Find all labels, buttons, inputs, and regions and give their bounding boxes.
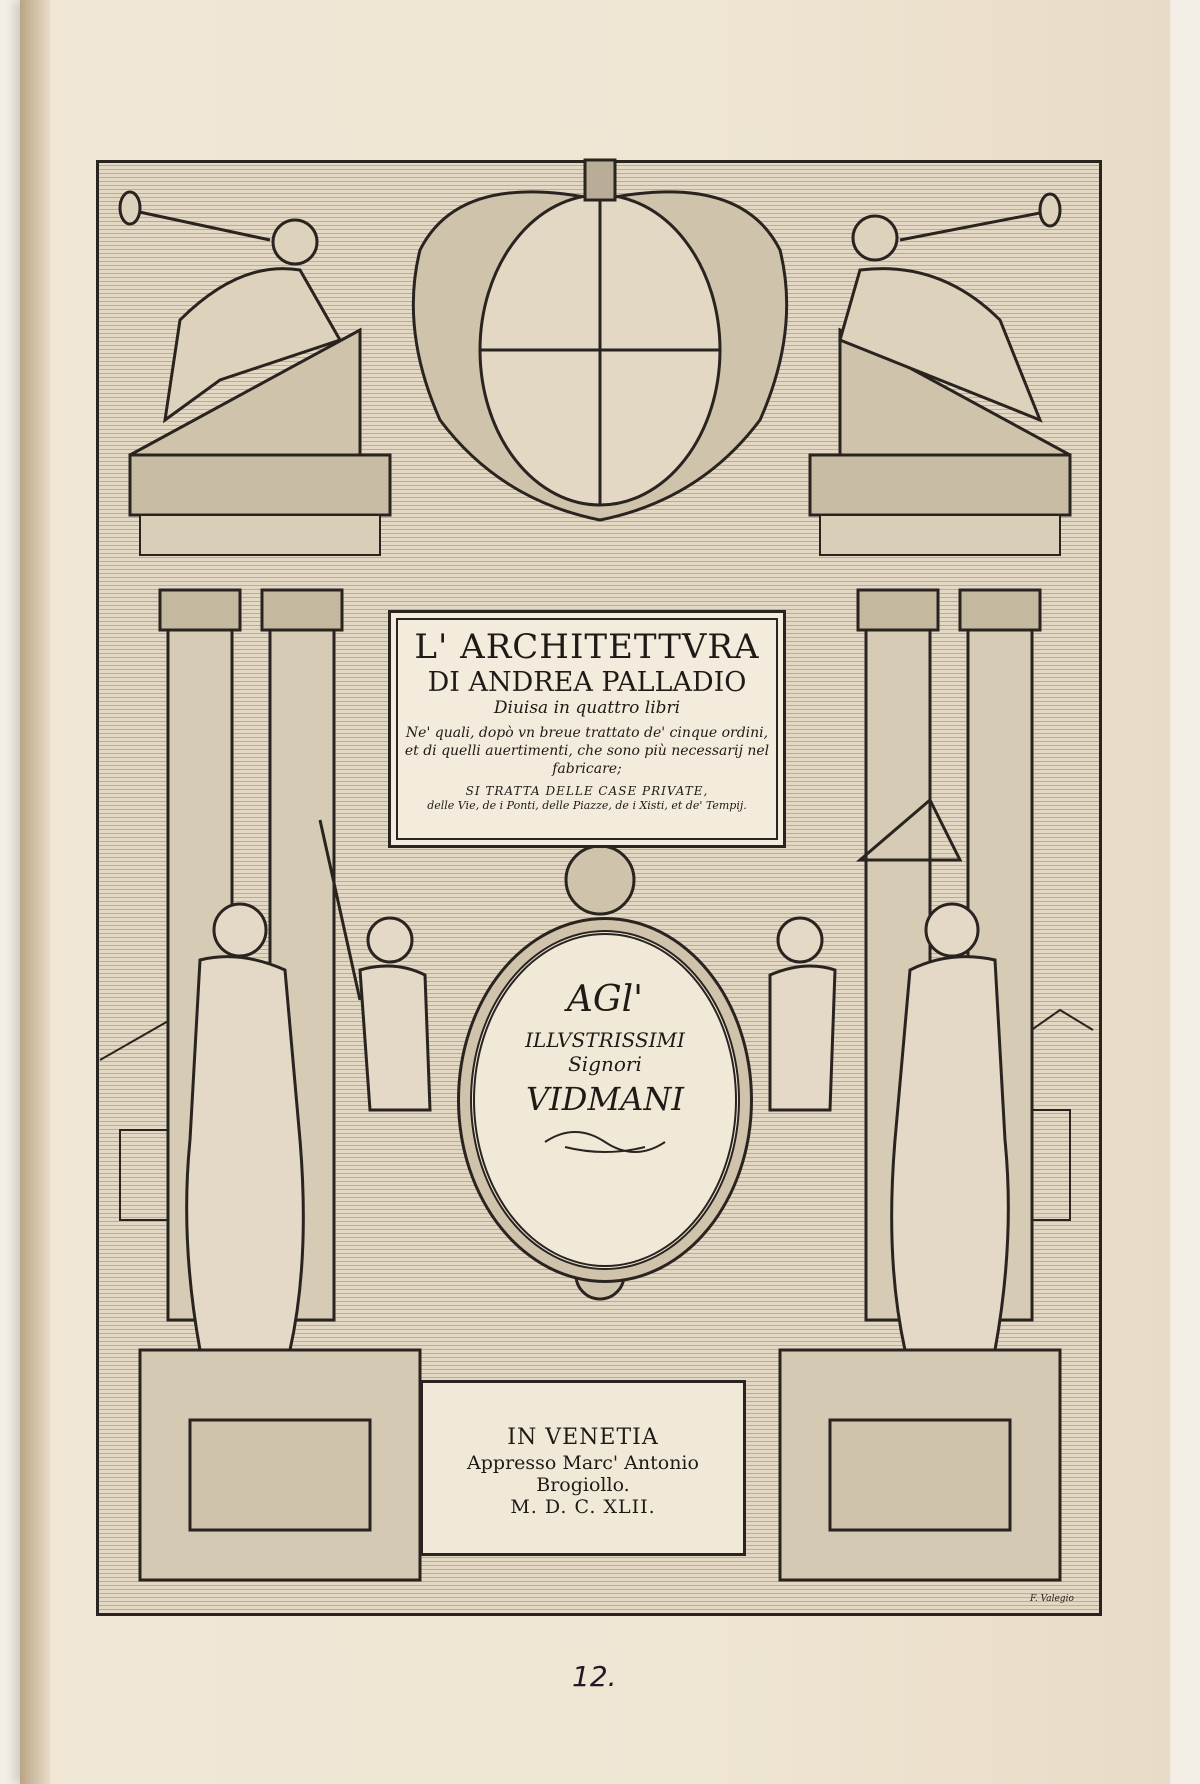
description-text: Ne' quali, dopò vn breue trattato de' cinque ordini, et di quelli auertimenti, che sono più necessarij nel fabricare; (404, 725, 770, 777)
dedication-line-2: ILLVSTRISSIMI (525, 1028, 685, 1052)
dedication-oval (470, 930, 740, 1270)
imprint-place: IN VENETIA (507, 1425, 659, 1450)
title-line-1: L' ARCHITETTVRA (414, 627, 760, 667)
contents-heading: SI TRATTA DELLE CASE PRIVATE, (465, 784, 709, 798)
imprint-date: M. D. C. XLII. (510, 1496, 656, 1518)
left-frieze (140, 515, 380, 555)
right-frieze (820, 515, 1060, 555)
lion-mask (566, 846, 634, 914)
contents-text: delle Vie, de i Ponti, delle Piazze, de i Xisti, et de' Tempij. (427, 799, 747, 812)
folio-number: 12. (572, 1660, 617, 1693)
imprint-cartouche (420, 1380, 746, 1556)
left-entablature (130, 455, 390, 515)
left-relief-panel (190, 1420, 370, 1530)
right-relief-panel (830, 1420, 1010, 1530)
author-line: DI ANDREA PALLADIO (427, 667, 747, 698)
dedication-line-3: Signori (568, 1052, 642, 1076)
right-entablature (810, 455, 1070, 515)
calligraphic-flourish (535, 1122, 675, 1162)
title-cartouche (388, 610, 786, 848)
coat-of-arms (413, 160, 786, 520)
left-caryatid (360, 918, 430, 1110)
right-caryatid (770, 918, 835, 1110)
imprint-publisher-1: Appresso Marc' Antonio (467, 1452, 699, 1474)
dedication-line-1: AGl' (566, 979, 644, 1020)
engraver-signature: F. Valegio (1030, 1594, 1074, 1604)
dedication-line-4: VIDMANI (526, 1080, 684, 1118)
imprint-publisher-2: Brogiollo. (536, 1474, 630, 1496)
subtitle-line: Diuisa in quattro libri (493, 698, 681, 718)
